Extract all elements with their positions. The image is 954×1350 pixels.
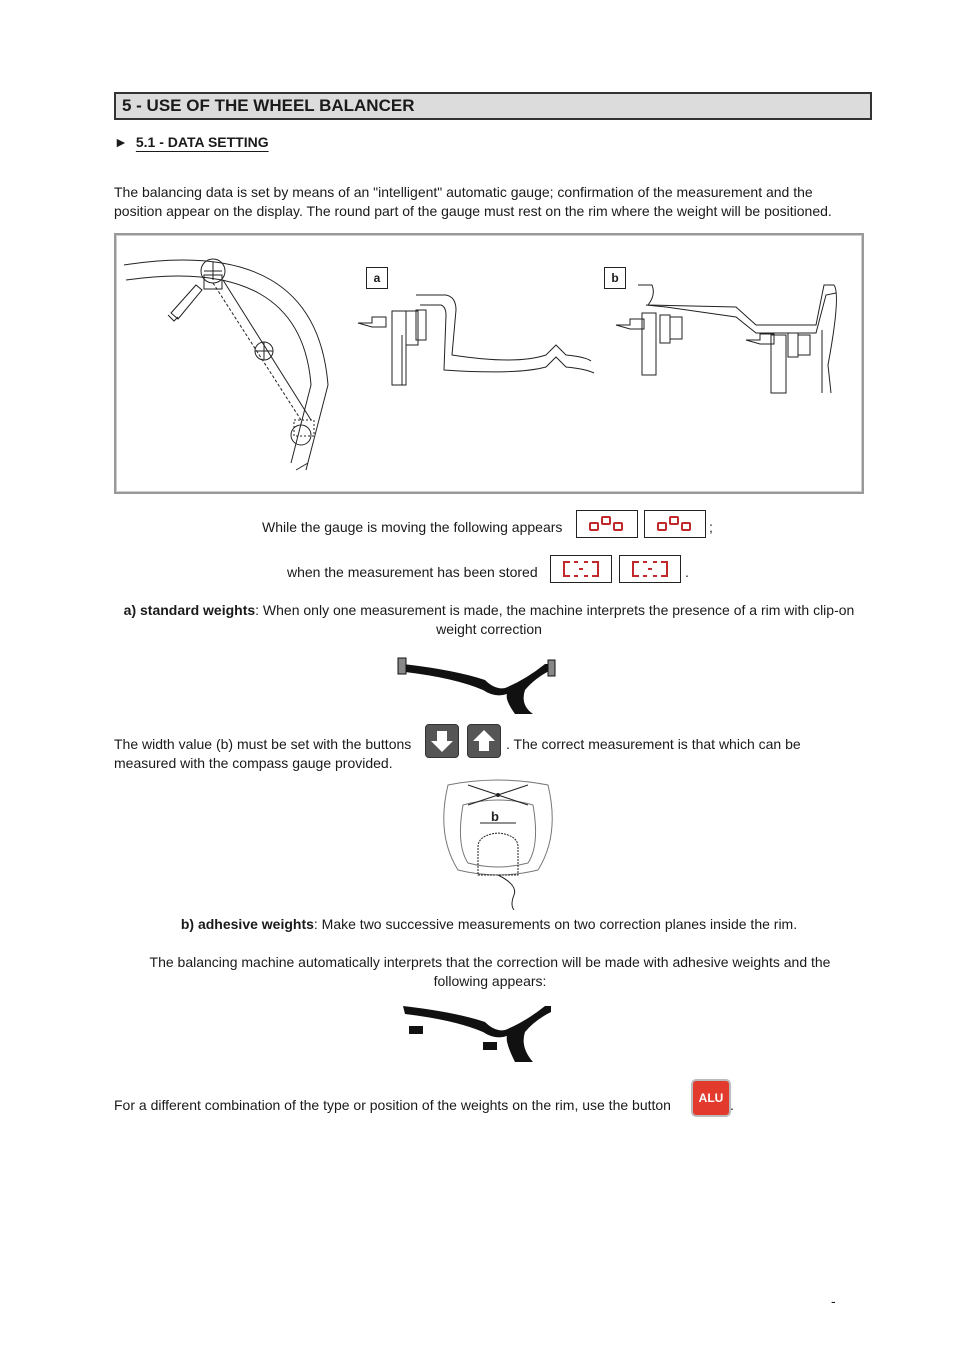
semicolon: ; <box>709 519 713 535</box>
measurement-stored-text: when the measurement has been stored <box>287 564 538 580</box>
stored-segments-icon <box>556 558 606 580</box>
arrow-marker-icon: ► <box>114 134 128 150</box>
adhesive-weights-label: b) adhesive weights <box>180 916 314 932</box>
compass-label-b: b <box>491 809 499 824</box>
standard-weights-text: : When only one measurement is made, the machine interprets the presence of a rim with clip-on weight correction <box>255 602 855 637</box>
auto-interprets-paragraph: The balancing machine automatically interprets that the correction will be made with adhesive weights and the following appears: <box>149 954 831 989</box>
subsection-heading <box>114 134 269 150</box>
adhesive-rim-icon <box>395 998 560 1066</box>
width-value-before: The width value (b) must be set with the buttons <box>114 736 412 752</box>
compass-gauge-icon <box>438 775 558 910</box>
gauge-figure <box>114 233 864 494</box>
standard-weights-paragraph <box>114 601 864 639</box>
gauge-moving-text: While the gauge is moving the following appears <box>262 519 563 535</box>
subsection-title: 5.1 - DATA SETTING <box>135 134 269 150</box>
combination-period: . <box>730 1097 734 1113</box>
figure-label-b: b <box>604 267 626 289</box>
page-footer: - <box>831 1293 836 1309</box>
section-title: 5 - USE OF THE WHEEL BALANCER <box>114 92 872 120</box>
width-value-after: . The correct measurement is that which can be measured with the compass gauge provided. <box>114 736 801 771</box>
clip-on-rim-icon <box>395 650 560 718</box>
moving-segments-icon <box>582 513 632 535</box>
stored-segments-icon <box>625 558 675 580</box>
display-left-moving <box>576 510 638 538</box>
display-right-stored <box>619 555 681 583</box>
standard-weights-label: a) standard weights <box>123 602 256 618</box>
figure-label-a: a <box>366 267 388 289</box>
display-right-moving <box>644 510 706 538</box>
gauge-illustration <box>116 235 862 492</box>
period: . <box>685 564 689 580</box>
intro-paragraph: The balancing data is set by means of an "intelligent" automatic gauge; confirmation of the measurement and the position appear on the display. The round part of the gauge must rest on the rim where the weight will be positioned. <box>114 184 832 219</box>
moving-segments-icon <box>650 513 700 535</box>
adhesive-weights-text: : Make two successive measurements on two correction planes inside the rim. <box>313 916 798 932</box>
alu-button[interactable]: ALU <box>691 1079 731 1117</box>
combination-text: For a different combination of the type or position of the weights on the rim, use the button <box>114 1097 671 1113</box>
display-left-stored <box>550 555 612 583</box>
adhesive-weights-paragraph <box>114 915 864 934</box>
